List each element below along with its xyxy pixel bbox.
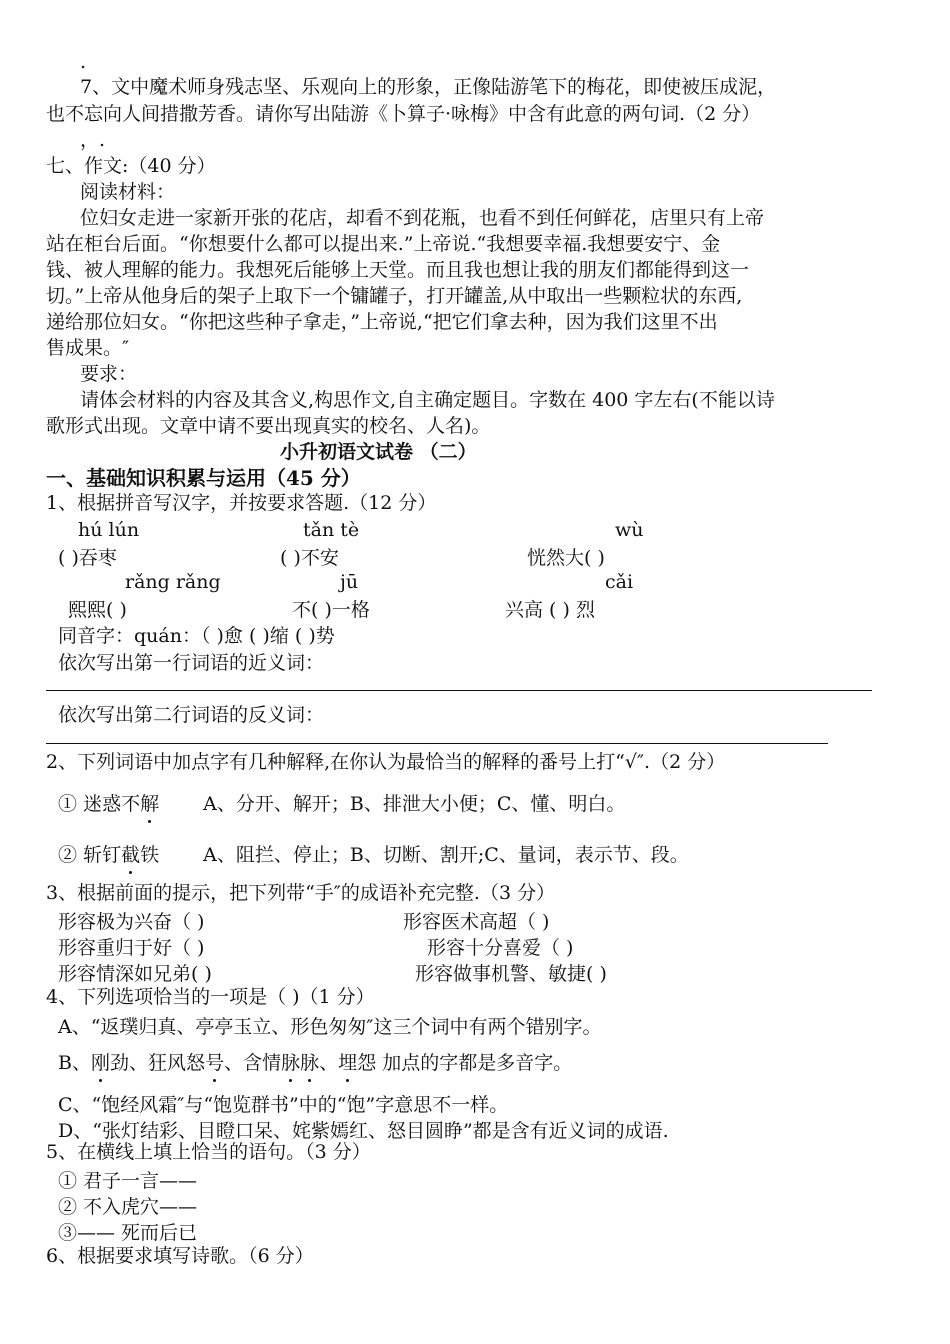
reading-label: 阅读材料：	[80, 181, 176, 203]
idiom-prompt: 形容医术高超（ )	[403, 911, 550, 933]
word-char: 风	[167, 1052, 187, 1074]
pinyin-hulun: hú lún	[78, 519, 140, 541]
requirement-line: 歌形式出现。文章中请不要出现真实的校名、人名)。	[46, 415, 491, 437]
essay-para-line: 切。”上帝从他身后的架子上取下一个镛罐子，打开罐盖,从中取出一些颗粒状的东西,	[46, 285, 743, 307]
fill-blank-item: 恍然大( )	[527, 547, 605, 569]
word-char: 斩	[83, 844, 103, 866]
fill-blank-item: ( )吞枣	[58, 547, 117, 569]
fill-blank-item: 不( )一格	[292, 599, 370, 621]
sentence-item: ② 不入虎穴——	[58, 1196, 198, 1218]
word-char: 、	[129, 1052, 149, 1074]
option-d: D、“张灯结彩、目瞪口呆、姹紫嫣红、怒目圆睁”都是含有近义词的成语.	[58, 1120, 669, 1142]
fill-blank-item: 熙熙( )	[68, 599, 127, 621]
fill-blank-item: 兴高 ( ) 烈	[505, 599, 595, 621]
idiom-prompt: 形容情深如兄弟( )	[58, 963, 212, 985]
dotted-char: 号	[205, 1048, 224, 1075]
word-char: 惑	[102, 793, 122, 815]
word-char: 怒	[186, 1052, 206, 1074]
essay-para-line: 位妇女走进一家新开张的花店，却看不到花瓶，也看不到任何鲜花，店里只有上帝	[80, 207, 765, 229]
answer-line	[46, 743, 828, 744]
q5-title: 5、在横线上填上恰当的语句。（3 分）	[46, 1141, 371, 1163]
word-char: 钉	[102, 844, 122, 866]
meaning-options: A、阻拦、停止；B、切断、割开;C、量词，表示节、段。	[203, 844, 689, 866]
option-label: B、	[58, 1052, 91, 1074]
item-number: ②	[58, 844, 78, 866]
q7-answer-blank: ，.	[80, 129, 106, 151]
word-char: 铁	[140, 844, 160, 866]
pinyin-ju: jū	[340, 571, 359, 593]
essay-para-line: 站在柜台后面。“你想要什么都可以提出来.”上帝说.“我想要幸福.我想要安宁、金	[46, 233, 721, 255]
dot-line: .	[80, 51, 87, 73]
dotted-char: 刚	[91, 1048, 110, 1075]
option-a: A、“返璞归真、亭亭玉立、形色匆匆″这三个词中有两个错别字。	[58, 1016, 602, 1038]
idiom-prompt: 形容重归于好（ )	[58, 937, 205, 959]
antonym-prompt: 依次写出第二行词语的反义词：	[58, 704, 325, 726]
q2-item-1	[58, 789, 625, 816]
answer-line	[46, 690, 872, 691]
q2-title: 2、下列词语中加点字有几种解释,在你认为最恰当的解释的番号上打“√″.（2 分）	[46, 751, 726, 773]
word-char: 情	[262, 1052, 282, 1074]
synonym-prompt: 依次写出第一行词语的近义词：	[58, 652, 325, 674]
section-heading: 一、基础知识积累与运用（45 分）	[46, 466, 361, 490]
dotted-char: 脉	[300, 1048, 319, 1075]
idiom-prompt: 形容做事机警、敏捷( )	[415, 963, 607, 985]
word-char: 含	[243, 1052, 263, 1074]
dotted-char: 解	[140, 789, 159, 816]
option-c: C、“饱经风霜″与“饱览群书”中的“饱”字意思不一样。	[58, 1094, 509, 1116]
essay-para-line: 钱、被人理解的能力。我想死后能够上天堂。而且我也想让我的朋友们都能得到这一	[46, 259, 750, 281]
pinyin-wu: wù	[615, 519, 644, 541]
idiom-prompt: 形容十分喜爱（ )	[427, 937, 574, 959]
q4-title: 4、下列选项恰当的一项是（ )（1 分）	[46, 986, 375, 1008]
fill-blank-item: ( )不安	[280, 547, 339, 569]
sentence-item: ① 君子一言——	[58, 1170, 198, 1192]
essay-heading: 七、作文:（40 分）	[46, 155, 216, 177]
q2-item-2	[58, 840, 689, 867]
option-b	[58, 1048, 572, 1075]
requirement-line: 请体会材料的内容及其含义,构思作文,自主确定题目。字数在 400 字左右(不能以诗	[80, 389, 775, 411]
essay-para-line: 售成果。″	[46, 337, 130, 359]
dotted-char: 埋	[338, 1048, 357, 1075]
q6-title: 6、根据要求填写诗歌。（6 分）	[46, 1245, 314, 1267]
q7-line-2: 也不忘向人间措撒芳香。请你写出陆游《卜算子·咏梅》中含有此意的两句词.（2 分）	[46, 103, 761, 125]
essay-para-line: 递给那位妇女。“你把这些种子拿走，”上帝说,“把它们拿去种，因为我们这里不出	[46, 311, 718, 333]
pinyin-cai: cǎi	[605, 571, 634, 593]
q7-line-1: 7、文中魔术师身残志坚、乐观向上的形象，正像陆游笔下的梅花，即使被压成泥，	[80, 76, 777, 98]
word-char: 迷	[83, 793, 103, 815]
dotted-char: 截	[121, 840, 140, 867]
pinyin-tante: tǎn tè	[303, 519, 360, 541]
homophone-line: 同音字：quán：（ )愈 ( )缩 ( )势	[58, 625, 335, 647]
requirement-label: 要求：	[80, 363, 138, 385]
q3-title: 3、根据前面的提示，把下列带“手″的成语补充完整.（3 分）	[46, 882, 556, 904]
option-b-words	[91, 1052, 376, 1074]
exam-title: 小升初语文试卷 （二）	[280, 441, 477, 463]
meaning-options: A、分开、解开；B、排泄大小便；C、懂、明白。	[203, 793, 626, 815]
option-b-text: 加点的字都是多音字。	[376, 1052, 573, 1074]
word-char: 狂	[148, 1052, 168, 1074]
word-char: 劲	[109, 1052, 129, 1074]
word-char: 、	[319, 1052, 339, 1074]
item-number: ①	[58, 793, 78, 815]
word-char: 怨	[357, 1052, 377, 1074]
word-char: 不	[121, 793, 141, 815]
sentence-item: ③—— 死而后已	[58, 1222, 198, 1244]
idiom-prompt: 形容极为兴奋（ )	[58, 911, 205, 933]
q1-title: 1、根据拼音写汉字，并按要求答题.（12 分）	[46, 492, 437, 514]
word-char: 、	[224, 1052, 244, 1074]
dotted-char: 脉	[281, 1048, 300, 1075]
pinyin-rangrang: rǎng rǎng	[125, 571, 221, 593]
